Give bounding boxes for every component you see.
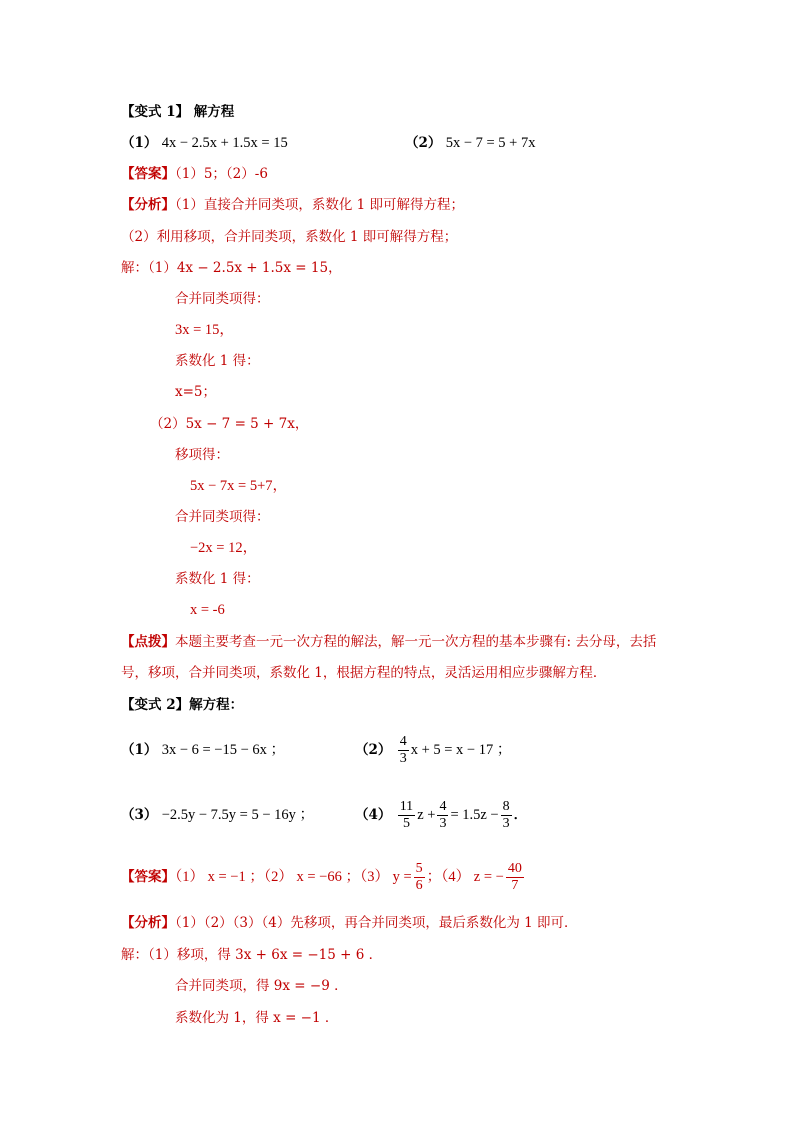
v1-answer (121, 164, 268, 184)
v2-q4-period: ． (513, 807, 528, 823)
v1-problem1-label: （1） (121, 135, 158, 151)
fraction-numerator: 4 (439, 799, 447, 814)
fraction-numerator: 8 (502, 799, 510, 814)
answer-text: （1）5；（2）-6 (175, 166, 268, 182)
v1-step: 合并同类项得： (175, 509, 270, 525)
analysis-tag: 【分析】 (121, 915, 175, 931)
variant2-heading: 【变式 2】解方程： (121, 697, 244, 713)
v2-analysis-text: （1）（2）（3）（4）先移项，再合并同类项，最后系数化为 1 即可． (175, 915, 578, 931)
v1-step: 系数化 1 得： (175, 571, 260, 587)
v2-solution-step: 合并同类项，得 9x = −9 ． (175, 978, 348, 994)
v2-analysis (121, 913, 578, 933)
v2-q4-term: z + (417, 807, 436, 823)
answer-tag: 【答案】 (121, 166, 175, 182)
v2-answer-fraction1 (414, 861, 425, 894)
v1-step: 5x − 7x = 5+7， (190, 478, 288, 494)
v1-step: −2x = 12， (190, 540, 258, 556)
v1-step: x=5； (175, 384, 217, 400)
v1-step: 系数化 1 得： (175, 353, 260, 369)
v2-q2-label: （2） (355, 742, 392, 758)
v2-q2-equation: x + 5 = x − 17 ； (410, 742, 512, 758)
v1-step: 移项得： (175, 447, 229, 463)
tip-tag: 【点拨】 (121, 634, 175, 650)
v2-q1-equation: 3x − 6 = −15 − 6x ； (161, 742, 286, 758)
v1-step: 3x = 15， (175, 322, 234, 338)
fraction-numerator: 4 (399, 734, 407, 749)
fraction-denominator: 5 (402, 816, 410, 831)
fraction-denominator: 7 (511, 878, 519, 893)
v1-step: x = -6 (190, 602, 225, 618)
v1-problem2-label: （2） (405, 135, 442, 151)
v2-solution-step: 系数化为 1，得 x = −1 ． (175, 1010, 339, 1026)
v1-tip (121, 632, 656, 652)
v2-q4-fraction3 (501, 799, 512, 832)
v1-step: （2）5x − 7 = 5 + 7x， (150, 416, 309, 432)
v1-problem2-equation: 5x − 7 = 5 + 7x (445, 135, 536, 151)
fraction-numerator: 40 (507, 861, 522, 876)
analysis-text: （1）直接合并同类项，系数化 1 即可解得方程； (175, 197, 465, 213)
v2-q4-fraction1 (398, 799, 415, 832)
v2-question3 (121, 805, 314, 825)
v2-q2-fraction (398, 734, 409, 767)
fraction-denominator: 3 (399, 751, 407, 766)
fraction-numerator: 11 (399, 799, 414, 814)
v2-q4-fraction2 (437, 799, 448, 832)
fraction-numerator: 5 (415, 861, 423, 876)
tip-text: 本题主要考查一元一次方程的解法，解一元一次方程的基本步骤有: 去分母，去括 (175, 634, 657, 650)
v2-answer-text2: ；（4） z = − (426, 869, 504, 885)
v1-step: 合并同类项得： (175, 291, 270, 307)
v2-answer-fraction2 (506, 861, 524, 894)
v2-q3-label: （3） (121, 807, 158, 823)
v1-analysis-line2: （2）利用移项，合并同类项，系数化 1 即可解得方程； (121, 229, 458, 245)
v2-q3-equation: −2.5y − 7.5y = 5 − 16y ； (161, 807, 315, 823)
fraction-denominator: 6 (415, 878, 423, 893)
v1-problem2 (405, 133, 536, 153)
v1-tip-line2: 号，移项，合并同类项，系数化 1，根据方程的特点，灵活运用相应步骤解方程． (121, 665, 607, 681)
v2-answer-text: （1） x = −1 ；（2） x = −66 ；（3） y = (175, 869, 412, 885)
v2-answer (121, 858, 526, 896)
variant1-heading: 【变式 1】 解方程 (121, 104, 235, 120)
fraction-denominator: 3 (439, 816, 447, 831)
v1-problem1-equation: 4x − 2.5x + 1.5x = 15 (161, 135, 288, 151)
v1-analysis (121, 195, 464, 215)
v2-question1 (121, 740, 285, 760)
v2-q4-label: （4） (355, 807, 392, 823)
v2-q1-label: （1） (121, 742, 158, 758)
v2-question2 (355, 733, 511, 767)
analysis-tag: 【分析】 (121, 197, 175, 213)
answer-tag: 【答案】 (121, 869, 175, 885)
v2-q4-term: = 1.5z − (450, 807, 499, 823)
v1-problem1 (121, 133, 288, 153)
fraction-denominator: 3 (502, 816, 510, 831)
v2-solution-step: 解：（1）移项，得 3x + 6x = −15 + 6 ． (121, 947, 383, 963)
v2-question4 (355, 798, 527, 832)
v1-solution-intro: 解：（1）4x − 2.5x + 1.5x = 15， (121, 260, 342, 276)
